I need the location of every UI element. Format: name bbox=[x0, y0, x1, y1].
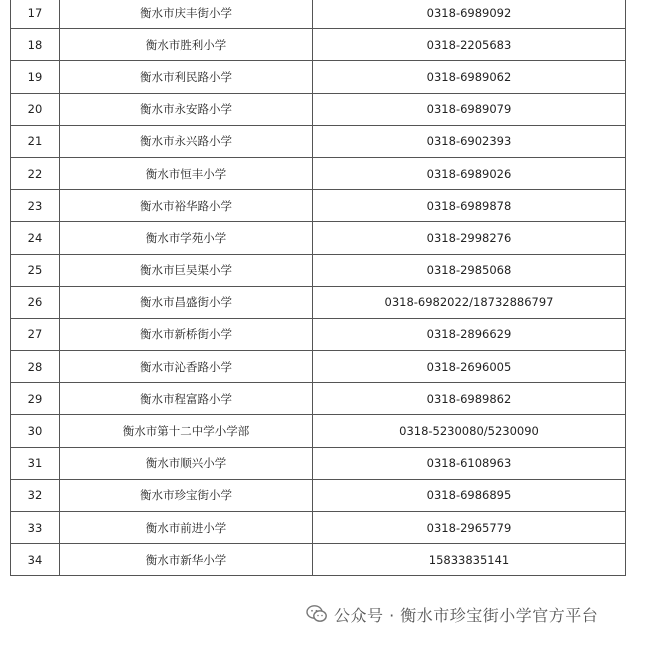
phone-number-cell: 0318-6982022/18732886797 bbox=[313, 286, 626, 318]
row-number-cell: 17 bbox=[11, 0, 60, 29]
table-row bbox=[11, 254, 626, 286]
table-row bbox=[11, 318, 626, 350]
phone-number-cell: 0318-2896629 bbox=[313, 318, 626, 350]
table-row bbox=[11, 0, 626, 29]
phone-number-cell: 0318-2696005 bbox=[313, 351, 626, 383]
phone-number-cell: 0318-6986895 bbox=[313, 479, 626, 511]
school-name-cell: 衡水市利民路小学 bbox=[60, 61, 313, 93]
table-row bbox=[11, 61, 626, 93]
table-row bbox=[11, 544, 626, 576]
table-row bbox=[11, 479, 626, 511]
row-number-cell: 33 bbox=[11, 512, 60, 544]
table-row bbox=[11, 157, 626, 189]
phone-number-cell: 0318-6989079 bbox=[313, 93, 626, 125]
school-name-cell: 衡水市新华小学 bbox=[60, 544, 313, 576]
table-row bbox=[11, 29, 626, 61]
row-number-cell: 30 bbox=[11, 415, 60, 447]
school-name-cell: 衡水市新桥街小学 bbox=[60, 318, 313, 350]
school-name-cell: 衡水市胜利小学 bbox=[60, 29, 313, 61]
school-contact-table-container bbox=[10, 0, 624, 576]
watermark-text: 公众号 · 衡水市珍宝街小学官方平台 bbox=[334, 605, 599, 625]
school-name-cell: 衡水市恒丰小学 bbox=[60, 157, 313, 189]
table-row bbox=[11, 286, 626, 318]
row-number-cell: 23 bbox=[11, 190, 60, 222]
row-number-cell: 32 bbox=[11, 479, 60, 511]
phone-number-cell: 0318-2205683 bbox=[313, 29, 626, 61]
school-name-cell: 衡水市珍宝街小学 bbox=[60, 479, 313, 511]
row-number-cell: 27 bbox=[11, 318, 60, 350]
school-contact-table bbox=[10, 0, 626, 576]
school-name-cell: 衡水市永安路小学 bbox=[60, 93, 313, 125]
wechat-icon bbox=[306, 604, 328, 624]
school-name-cell: 衡水市巨吴渠小学 bbox=[60, 254, 313, 286]
table-row bbox=[11, 447, 626, 479]
table-row bbox=[11, 383, 626, 415]
table-row bbox=[11, 415, 626, 447]
school-name-cell: 衡水市前进小学 bbox=[60, 512, 313, 544]
row-number-cell: 25 bbox=[11, 254, 60, 286]
watermark-footer bbox=[306, 602, 598, 626]
table-body bbox=[11, 0, 626, 576]
school-name-cell: 衡水市永兴路小学 bbox=[60, 125, 313, 157]
phone-number-cell: 0318-5230080/5230090 bbox=[313, 415, 626, 447]
phone-number-cell: 0318-2965779 bbox=[313, 512, 626, 544]
row-number-cell: 19 bbox=[11, 61, 60, 93]
row-number-cell: 18 bbox=[11, 29, 60, 61]
row-number-cell: 22 bbox=[11, 157, 60, 189]
phone-number-cell: 0318-6902393 bbox=[313, 125, 626, 157]
table-row bbox=[11, 125, 626, 157]
school-name-cell: 衡水市庆丰街小学 bbox=[60, 0, 313, 29]
table-row bbox=[11, 222, 626, 254]
row-number-cell: 24 bbox=[11, 222, 60, 254]
phone-number-cell: 0318-6989026 bbox=[313, 157, 626, 189]
table-row bbox=[11, 93, 626, 125]
row-number-cell: 29 bbox=[11, 383, 60, 415]
phone-number-cell: 0318-6989878 bbox=[313, 190, 626, 222]
phone-number-cell: 0318-2998276 bbox=[313, 222, 626, 254]
phone-number-cell: 0318-2985068 bbox=[313, 254, 626, 286]
row-number-cell: 34 bbox=[11, 544, 60, 576]
school-name-cell: 衡水市裕华路小学 bbox=[60, 190, 313, 222]
phone-number-cell: 0318-6108963 bbox=[313, 447, 626, 479]
school-name-cell: 衡水市学苑小学 bbox=[60, 222, 313, 254]
school-name-cell: 衡水市昌盛街小学 bbox=[60, 286, 313, 318]
school-name-cell: 衡水市第十二中学小学部 bbox=[60, 415, 313, 447]
phone-number-cell: 0318-6989092 bbox=[313, 0, 626, 29]
school-name-cell: 衡水市程富路小学 bbox=[60, 383, 313, 415]
row-number-cell: 31 bbox=[11, 447, 60, 479]
phone-number-cell: 0318-6989062 bbox=[313, 61, 626, 93]
row-number-cell: 26 bbox=[11, 286, 60, 318]
school-name-cell: 衡水市顺兴小学 bbox=[60, 447, 313, 479]
row-number-cell: 20 bbox=[11, 93, 60, 125]
table-row bbox=[11, 190, 626, 222]
phone-number-cell: 0318-6989862 bbox=[313, 383, 626, 415]
school-name-cell: 衡水市沁香路小学 bbox=[60, 351, 313, 383]
row-number-cell: 21 bbox=[11, 125, 60, 157]
row-number-cell: 28 bbox=[11, 351, 60, 383]
phone-number-cell: 15833835141 bbox=[313, 544, 626, 576]
table-row bbox=[11, 512, 626, 544]
table-row bbox=[11, 351, 626, 383]
